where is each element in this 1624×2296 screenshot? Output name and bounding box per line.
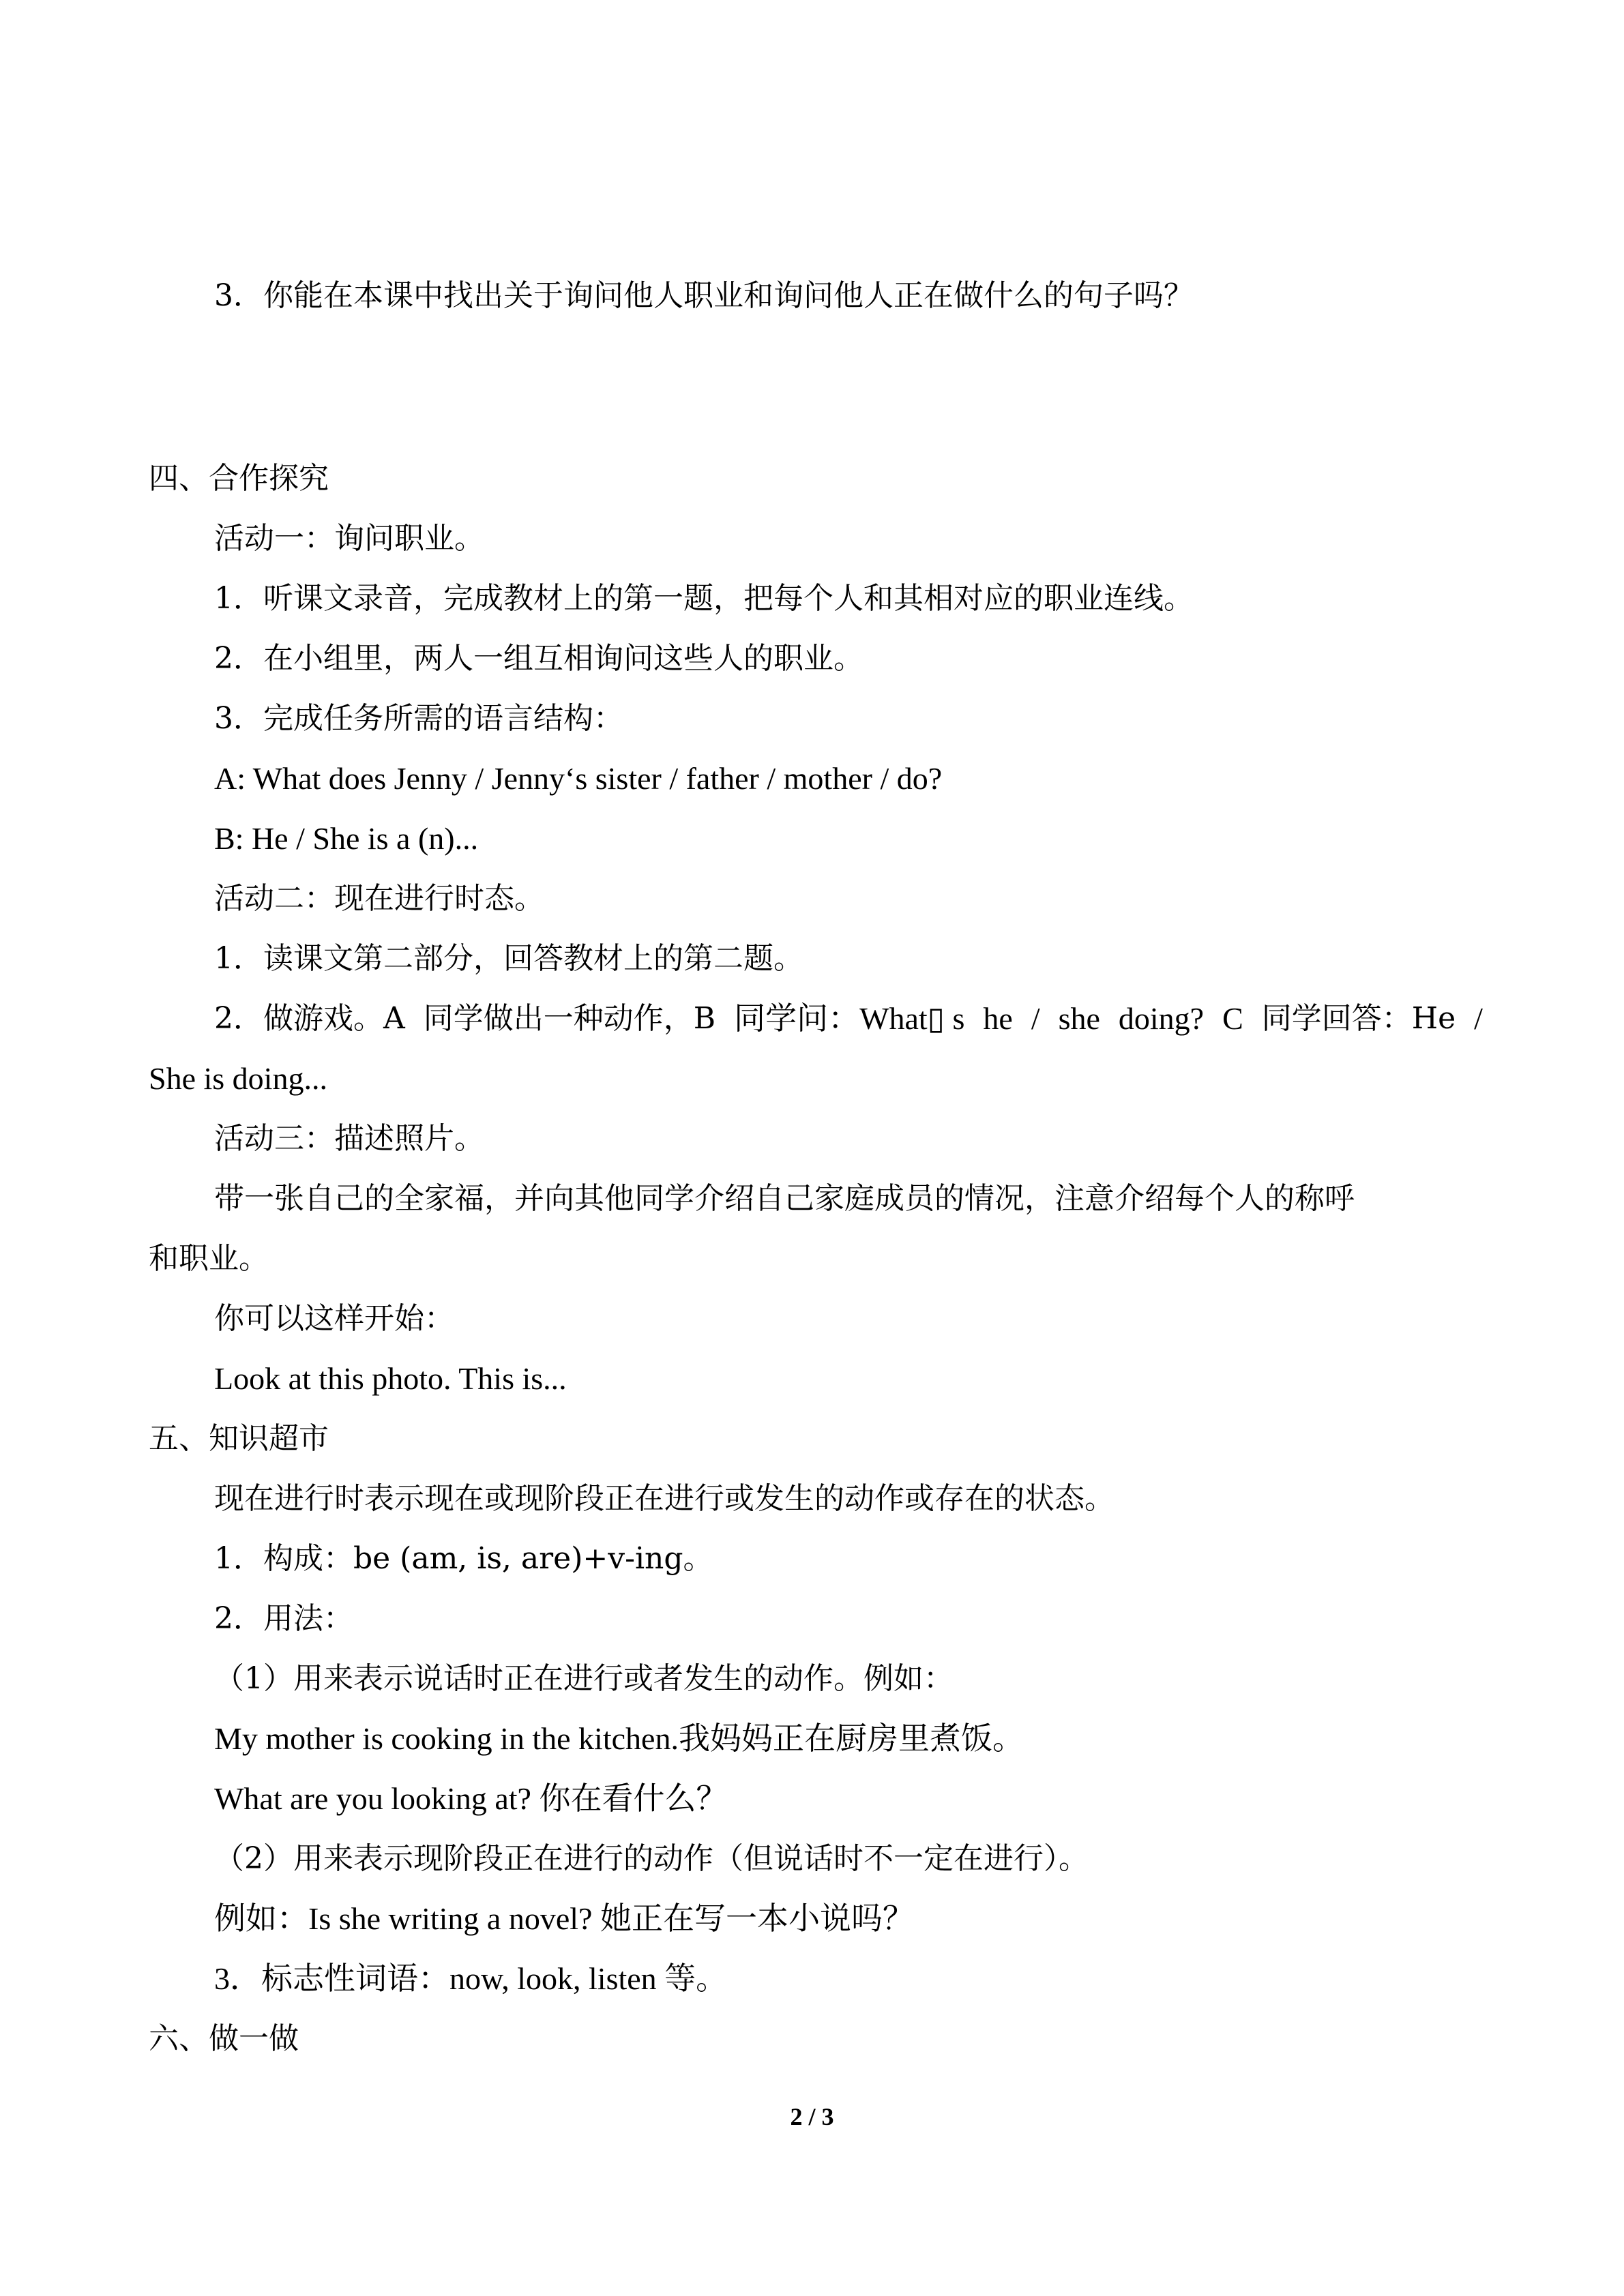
activity-1-step-3: 3．完成任务所需的语言结构： <box>214 701 623 736</box>
game-part: he <box>983 1001 1013 1036</box>
activity-3-description-line-1: 带一张自己的全家福，并向其他同学介绍自己家庭成员的情况，注意介绍每个人的称呼 <box>214 1181 1355 1216</box>
section-heading-6: 六、做一做 <box>149 2021 299 2056</box>
activity-2-step-1: 1．读课文第二部分，回答教材上的第二题。 <box>214 941 803 976</box>
dialogue-line-a: A: What does Jenny / Jenny‘s sister / father / mother / do? <box>214 761 943 796</box>
grammar-example-1: My mother is cooking in the kitchen.我妈妈正在厨房里煮饭。 <box>214 1721 1024 1756</box>
grammar-form: 1．构成：be (am, is, are)+v-ing。 <box>214 1541 713 1576</box>
game-part: 同学回答：He <box>1261 1001 1456 1036</box>
page-number: 2 / 3 <box>790 2103 834 2130</box>
activity-3-example: Look at this photo. This is... <box>214 1361 567 1396</box>
grammar-usage-2: （2）用来表示现阶段正在进行的动作（但说话时不一定在进行）。 <box>214 1841 1089 1876</box>
game-part: / <box>1474 1001 1483 1036</box>
activity-3-prompt: 你可以这样开始： <box>214 1301 454 1336</box>
grammar-definition: 现在进行时表示现在或现阶段正在进行或发生的动作或存在的状态。 <box>214 1481 1114 1516</box>
activity-3-title: 活动三：描述照片。 <box>214 1121 484 1156</box>
game-part: she <box>1058 1001 1100 1036</box>
activity-2-title: 活动二：现在进行时态。 <box>214 881 544 916</box>
activity-2-step-2-line-1 <box>214 1000 1483 1038</box>
grammar-usage-1: （1）用来表示说话时正在进行或者发生的动作。例如： <box>214 1661 954 1696</box>
activity-3-description-line-2: 和职业。 <box>149 1241 269 1276</box>
section-heading-4: 四、合作探究 <box>149 461 329 496</box>
game-part: / <box>1031 1001 1040 1036</box>
grammar-usage-heading: 2．用法： <box>214 1601 353 1636</box>
activity-1-title: 活动一：询问职业。 <box>214 521 484 556</box>
game-part: doing? <box>1118 1001 1205 1036</box>
activity-1-step-2: 2．在小组里，两人一组互相询问这些人的职业。 <box>214 641 863 676</box>
activity-2-step-2-line-2: She is doing... <box>149 1061 327 1096</box>
question-3-text: 3．你能在本课中找出关于询问他人职业和询问他人正在做什么的句子吗？ <box>214 278 1194 313</box>
game-part: 2．做游戏。A <box>214 1001 405 1036</box>
game-part: 同学做出一种动作，B <box>423 1001 716 1036</box>
game-part: 同学问：What▯ s <box>734 1001 965 1036</box>
grammar-signal-words: 3．标志性词语：now, look, listen 等。 <box>214 1961 728 1996</box>
section-heading-5: 五、知识超市 <box>149 1421 329 1456</box>
dialogue-line-b: B: He / She is a (n)... <box>214 821 479 856</box>
grammar-example-2: What are you looking at? 你在看什么？ <box>214 1781 728 1816</box>
activity-1-step-1: 1．听课文录音，完成教材上的第一题，把每个人和其相对应的职业连线。 <box>214 581 1194 616</box>
grammar-example-3: 例如：Is she writing a novel? 她正在写一本小说吗？ <box>214 1901 914 1936</box>
game-part: C <box>1222 1001 1243 1036</box>
